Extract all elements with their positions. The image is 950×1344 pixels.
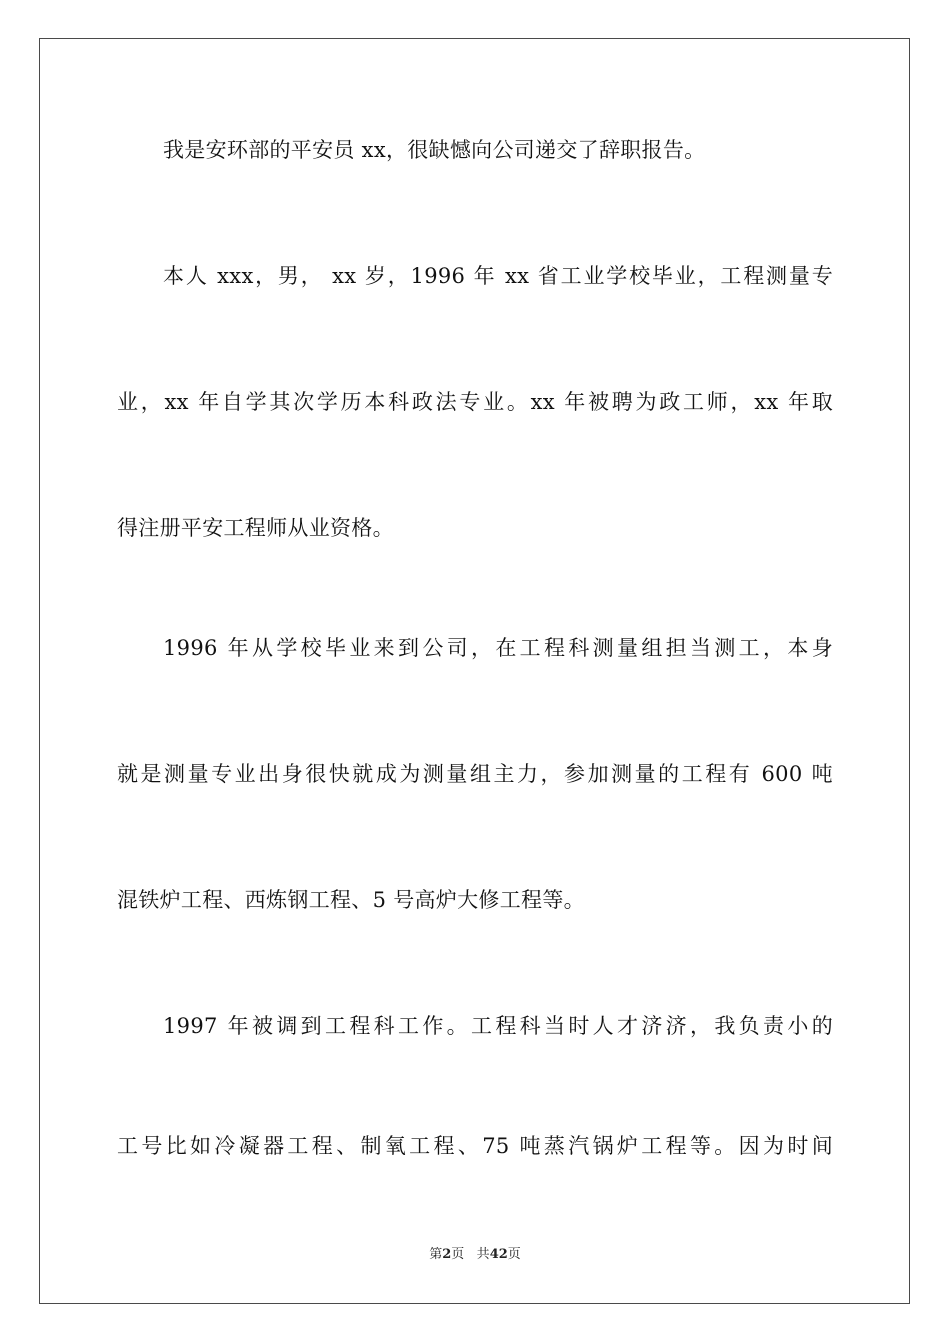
paragraph-line-7: 混铁炉工程、西炼钢工程、5 号高炉大修工程等。 [117, 888, 585, 912]
footer-total-pages: 42 [489, 1247, 508, 1262]
paragraph-line-1: 我是安环部的平安员 xx，很缺憾向公司递交了辞职报告。 [163, 138, 706, 162]
page-border [39, 38, 910, 1304]
paragraph-line-2: 本人 xxx，男， xx 岁，1996 年 xx 省工业学校毕业，工程测量专 [163, 264, 833, 288]
footer-page-prefix: 第 [429, 1247, 443, 1262]
footer-page-number: 2 [442, 1247, 452, 1262]
paragraph-line-4: 得注册平安工程师从业资格。 [117, 516, 394, 540]
page-footer [0, 1246, 950, 1264]
paragraph-line-8: 1997 年被调到工程科工作。工程科当时人才济济，我负责小的 [163, 1014, 833, 1038]
footer-total-prefix: 共 [476, 1247, 490, 1262]
paragraph-line-5: 1996 年从学校毕业来到公司，在工程科测量组担当测工，本身 [163, 636, 833, 660]
paragraph-line-6: 就是测量专业出身很快就成为测量组主力，参加测量的工程有 600 吨 [117, 762, 833, 786]
paragraph-line-3: 业，xx 年自学其次学历本科政法专业。xx 年被聘为政工师，xx 年取 [117, 390, 833, 414]
footer-total-suffix: 页 [507, 1247, 521, 1262]
footer-page-suffix: 页 [451, 1247, 465, 1262]
paragraph-line-9: 工号比如冷凝器工程、制氧工程、75 吨蒸汽锅炉工程等。因为时间 [117, 1134, 833, 1158]
